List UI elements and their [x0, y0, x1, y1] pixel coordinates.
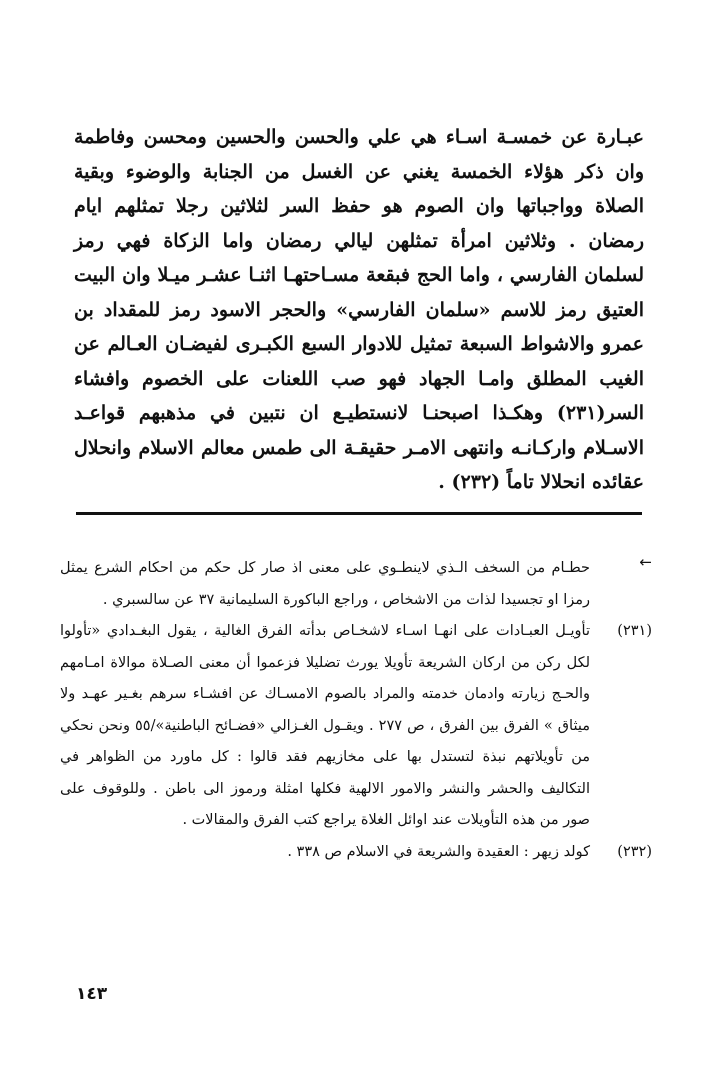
footnote-continuation-text: حطـام من السخف الـذي لاينطـوي على معنى اذ صار كل حكم من احكام الشرع يمثل رمزا او تجسيدا لذات من الاشخاص ، وراجع الباكورة السليمانية ٣٧ عن سالسبري . — [60, 560, 590, 608]
footnote-231 — [60, 616, 652, 837]
page-number: ١٤٣ — [76, 984, 108, 1004]
footnote-232 — [60, 837, 652, 869]
footnote-continuation — [60, 553, 652, 616]
footnote-text: كولد زيهر : العقيدة والشريعة في الاسلام ص ٣٣٨ . — [287, 843, 590, 860]
footnote-number: (٢٣٢) — [617, 843, 652, 860]
footnote-separator-rule — [76, 512, 642, 515]
footnote-text: تأويـل العبـادات على انهـا اسـاء لاشخـاص بدأته الفرق الغالية ، يقول البغـدادي «تأولوا لكل ركن من اركان الشريعة تأويلا يورث تضليلا فزعموا أن معنى الصـلاة موالاة امـامهم والحـج زيارته وادمان خدمته والمراد بالصوم الامسـاك عن افشـاء سرهم بغـير عهـد ولا ميثاق » الفرق بين الفرق ، ص ٢٧٧ . ويقـول الغـزالي «فضـائح الباطنية»/٥٥ ونحن نحكي من تأويلاتهم نبذة لتستدل بها على مخازيهم فقد قالوا : كل ماورد من الظواهر في التكاليف والحشر والنشر والامور الالهية فكلها امثلة ورموز الى باطن . وللوقوف على صور من هذه التأويلات عند اوائل الغلاة يراجع كتب الفرق والمقالات . — [60, 623, 590, 828]
main-paragraph: عبـارة عن خمسـة اسـاء هي علي والحسن والحسين ومحسن وفاطمة وان ذكر هؤلاء الخمسة يغني عن الغسل من الجنابة والوضوء وبقية الصلاة وواجباتها وان الصوم هو حفظ السر لثلاثين رجلا تمثلهم ايام رمضان . وثلاثين امرأة تمثلهن ليالي رمضان واما الزكاة فهي رمز لسلمان الفارسي ، واما الحج فبقعة مسـاحتهـا اثنـا عشـر ميـلا وان البيت العتيق رمز للاسم «سلمان الفارسي» والحجر الاسود رمز للمقداد بن عمرو والاشواط السبعة تمثيل للادوار السبع الكبـرى لفيضـان العـالم عن الغيب المطلق وامـا الجهاد فهو صب اللعنات على الخصوم وافشاء السر(٢٣١) وهكـذا اصبحنـا لانستطيـع ان نتبين في مذهبهم قواعـد الاسـلام واركـانـه وانتهى الامـر حقيقـة الى طمس معالم الاسلام وانحلال عقائده انحلالا تاماً (٢٣٢) . — [74, 126, 644, 493]
footnote-continuation-marker — [590, 553, 652, 586]
footnote-number: (٢٣١) — [617, 623, 652, 639]
main-text-block — [74, 120, 644, 500]
footnotes-section — [60, 553, 652, 868]
continuation-arrow-icon: ← — [639, 553, 652, 571]
